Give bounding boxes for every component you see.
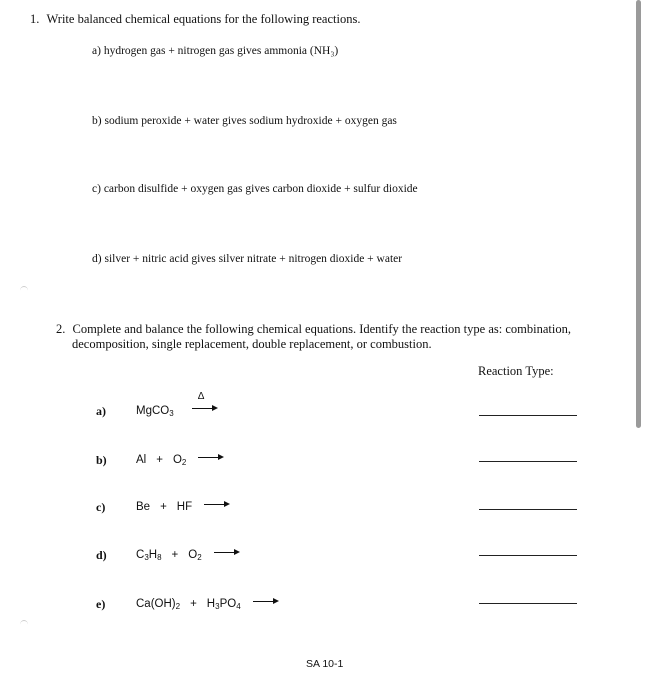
reaction-a-equation (136, 391, 218, 418)
answer-blank-b[interactable] (479, 461, 577, 462)
q1-item-b (92, 115, 397, 127)
q1-item-text: silver + nitric acid gives silver nitrate + nitrogen dioxide + water (104, 253, 403, 265)
q1-item-label: b) (92, 115, 102, 127)
reaction-type-header: Reaction Type: (478, 364, 554, 378)
edge-mark-decoration (20, 620, 28, 629)
arrow-icon (198, 453, 224, 463)
plus-sign: + (160, 501, 167, 513)
delta-symbol: Δ (197, 391, 205, 402)
reactant-2: $H_3PO_4$ (206, 598, 241, 611)
edge-mark-decoration (20, 286, 28, 295)
plus-sign: + (171, 549, 179, 561)
arrow-icon (214, 548, 240, 558)
reaction-d-equation (136, 548, 240, 562)
answer-blank-d[interactable] (479, 555, 577, 556)
question-2-number: 2. (56, 322, 66, 336)
plus-sign: + (190, 598, 197, 610)
reactant-1: Be (136, 501, 151, 513)
reaction-label: e) (96, 597, 106, 611)
q1-item-a (92, 45, 338, 57)
reaction-c-equation (136, 500, 230, 513)
arrow-icon (253, 597, 279, 607)
reaction-label: b) (96, 453, 107, 467)
q1-item-label: d) (92, 253, 102, 265)
reactant-1: $Ca(OH)_2$ (136, 598, 181, 611)
answer-blank-c[interactable] (479, 509, 577, 510)
question-2-text-line1: Complete and balance the following chemical equations. Identify the reaction type as: combination, (72, 322, 571, 336)
page-scrollbar[interactable] (636, 0, 641, 428)
page-code: SA 10-1 (306, 658, 344, 670)
question-1 (30, 12, 360, 27)
reaction-label: c) (96, 500, 106, 514)
reaction-b-equation (136, 453, 224, 467)
reaction-label: d) (96, 548, 107, 562)
plus-sign: + (156, 454, 163, 466)
q1-item-d (92, 253, 402, 265)
reaction-label: a) (96, 404, 106, 418)
q1-item-label: a) (92, 45, 101, 57)
q1-item-text: carbon disulfide + oxygen gas gives carbon dioxide + sulfur dioxide (103, 183, 418, 195)
answer-blank-e[interactable] (479, 603, 577, 604)
question-2-text-line2: decomposition, single replacement, double replacement, or combustion. (72, 337, 432, 351)
reactant-2: HF (176, 501, 193, 513)
reactant-1: Al (136, 454, 147, 466)
q1-item-text: sodium peroxide + water gives sodium hydroxide + oxygen gas (104, 115, 397, 127)
reactant-2: $O_2$ (188, 549, 202, 562)
reactant-1: $C_3H_8$ (136, 549, 162, 562)
arrow-icon (204, 500, 230, 510)
reaction-e-equation (136, 597, 279, 611)
heat-arrow-icon (192, 391, 218, 414)
question-1-number: 1. (30, 12, 40, 26)
answer-blank-a[interactable] (479, 415, 577, 416)
question-1-text: Write balanced chemical equations for the following reactions. (46, 12, 361, 26)
q1-item-label: c) (92, 183, 101, 195)
reactant-2: $O_2$ (172, 454, 187, 467)
q1-item-c (92, 183, 418, 195)
reactant-1: MgCO$_3$ (136, 405, 174, 418)
question-2 (56, 322, 571, 337)
q1-item-text: hydrogen gas + nitrogen gas gives ammonia (NH₃) (103, 45, 339, 57)
